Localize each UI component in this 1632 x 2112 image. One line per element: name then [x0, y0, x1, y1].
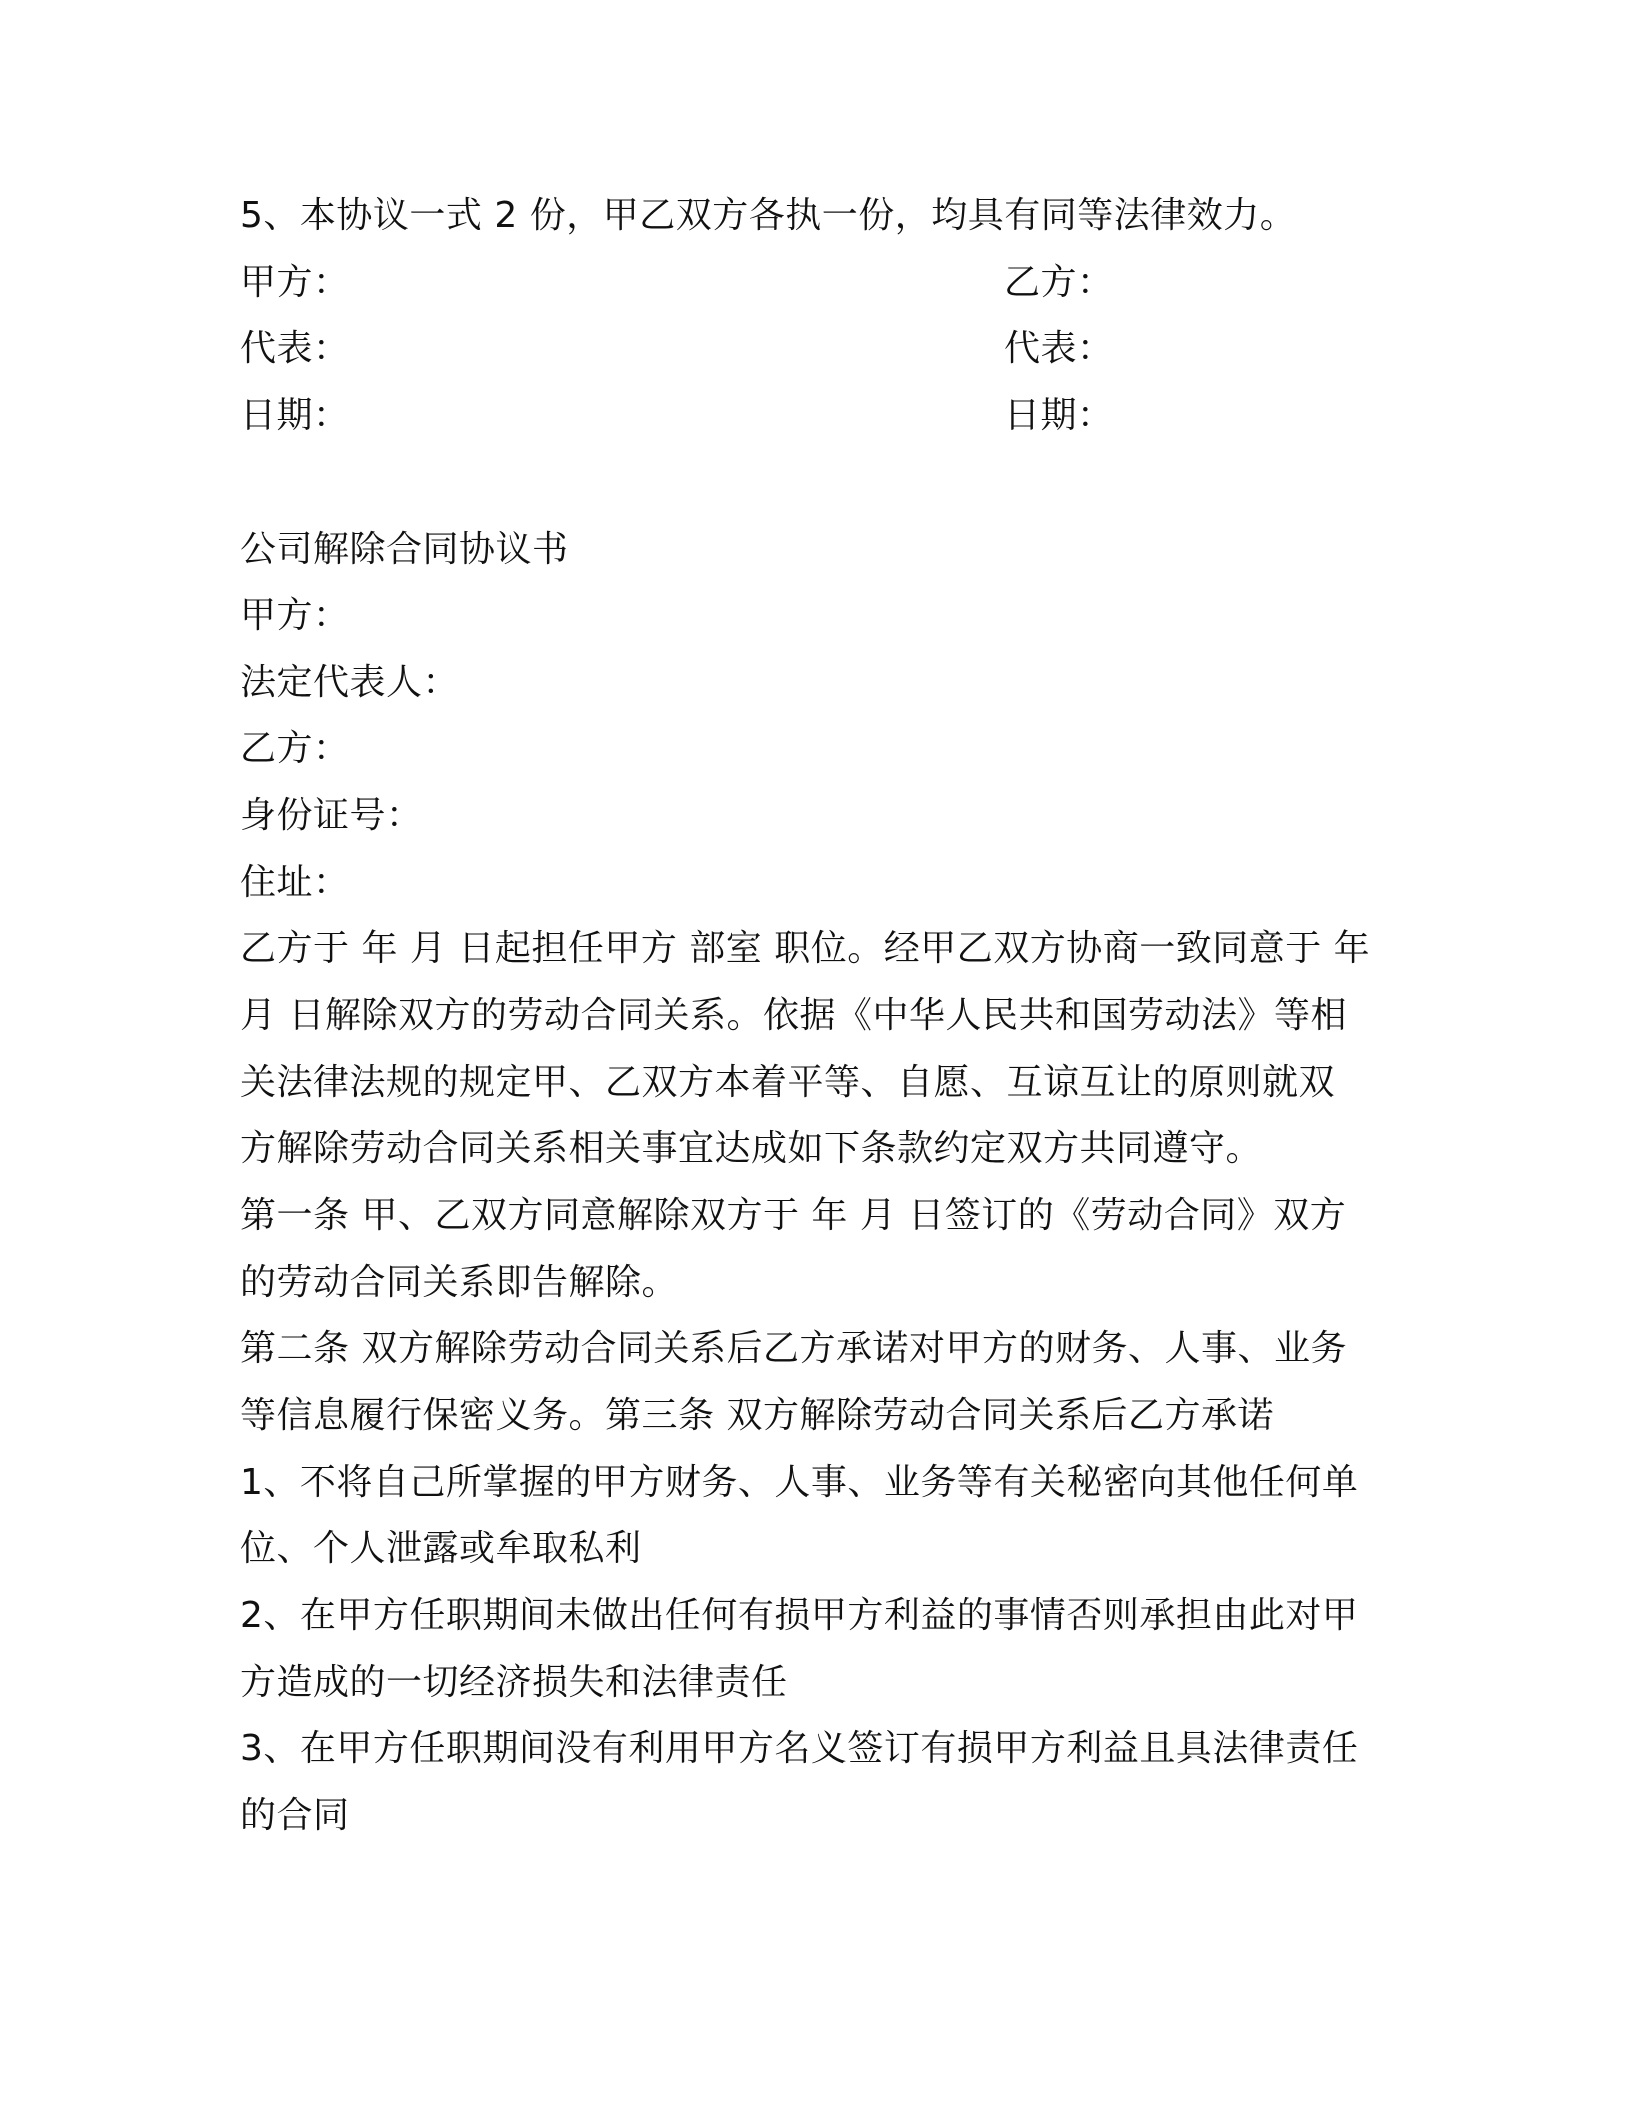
address-field: 住址： — [240, 862, 350, 903]
clause-5: 5、本协议一式 2 份，甲乙双方各执一份，均具有同等法律效力。 — [240, 195, 1297, 236]
article-1-line: 第一条 甲、乙双方同意解除双方于 年 月 日签订的《劳动合同》双方 — [240, 1195, 1347, 1236]
commitment-2-line: 2、在甲方任职期间未做出任何有损甲方利益的事情否则承担由此对甲 — [240, 1595, 1359, 1636]
id-number-field: 身份证号： — [240, 795, 423, 836]
body-line: 月 日解除双方的劳动合同关系。依据《中华人民共和国劳动法》等相 — [240, 995, 1347, 1036]
body-line: 方解除劳动合同关系相关事宜达成如下条款约定双方共同遵守。 — [240, 1128, 1263, 1169]
legal-representative-field: 法定代表人： — [240, 662, 460, 703]
article-2-line: 第二条 双方解除劳动合同关系后乙方承诺对甲方的财务、人事、业务 — [240, 1328, 1347, 1369]
representative-b-label: 代表： — [1004, 328, 1114, 369]
party-a-signature-label: 甲方： — [240, 262, 350, 303]
article-1-line: 的劳动合同关系即告解除。 — [240, 1262, 679, 1303]
document-title: 公司解除合同协议书 — [240, 529, 569, 570]
commitment-3-line: 3、在甲方任职期间没有利用甲方名义签订有损甲方利益且具法律责任 — [240, 1728, 1359, 1769]
date-b-label: 日期： — [1004, 395, 1114, 436]
body-line: 乙方于 年 月 日起担任甲方 部室 职位。经甲乙双方协商一致同意于 年 — [240, 928, 1371, 969]
party-a-field: 甲方： — [240, 595, 350, 636]
commitment-1-line: 1、不将自己所掌握的甲方财务、人事、业务等有关秘密向其他任何单 — [240, 1462, 1359, 1503]
date-a-label: 日期： — [240, 395, 350, 436]
body-line: 关法律法规的规定甲、乙双方本着平等、自愿、互谅互让的原则就双 — [240, 1062, 1336, 1103]
commitment-2-line: 方造成的一切经济损失和法律责任 — [240, 1662, 788, 1703]
commitment-1-line: 位、个人泄露或牟取私利 — [240, 1528, 642, 1569]
commitment-3-line: 的合同 — [240, 1795, 350, 1836]
representative-a-label: 代表： — [240, 328, 350, 369]
article-2-3-line: 等信息履行保密义务。第三条 双方解除劳动合同关系后乙方承诺 — [240, 1395, 1274, 1436]
party-b-signature-label: 乙方： — [1004, 262, 1114, 303]
party-b-field: 乙方： — [240, 728, 350, 769]
